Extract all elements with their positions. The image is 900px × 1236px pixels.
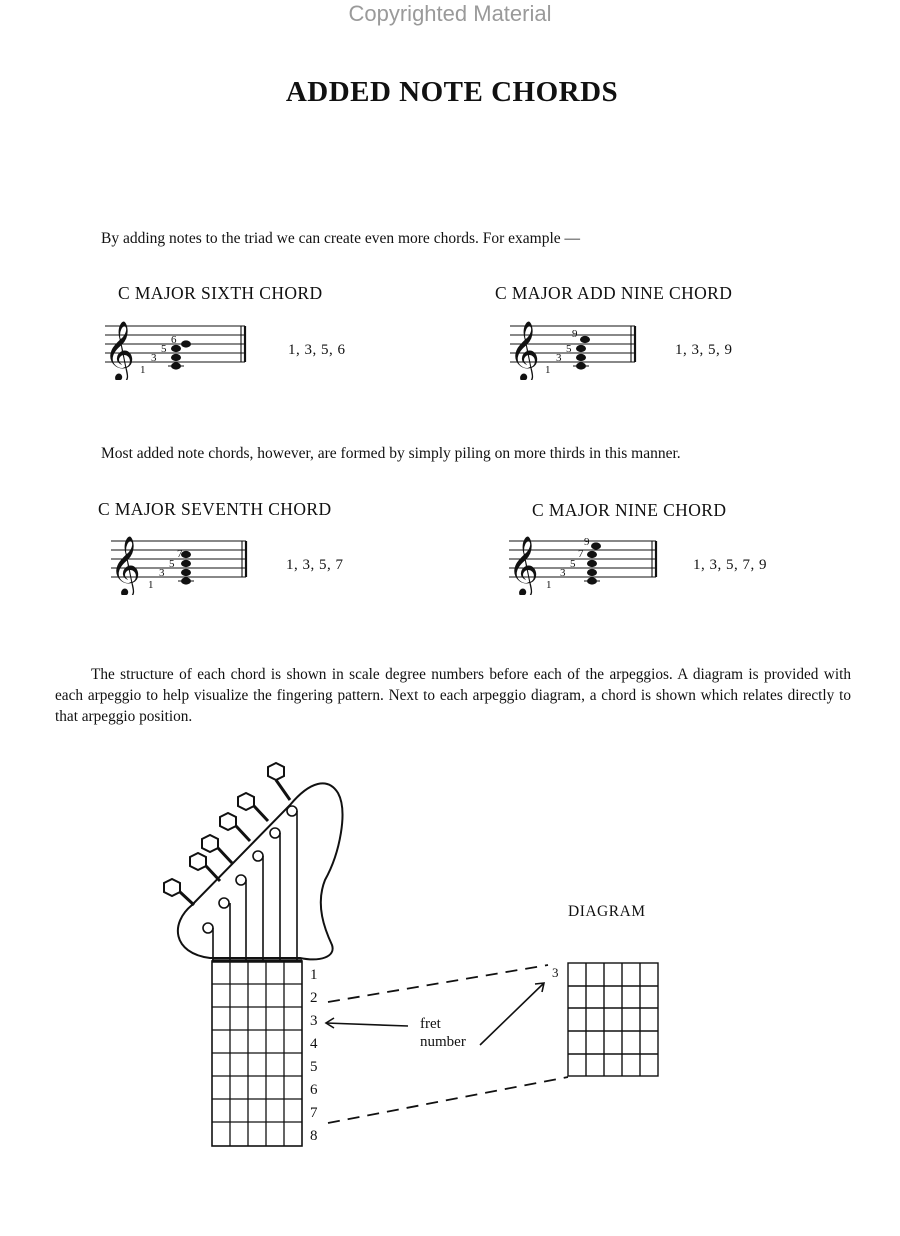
note-label: 5 [570,558,576,570]
diagram-title: DIAGRAM [568,903,646,920]
degrees-c-major-add-nine: 1, 3, 5, 9 [675,342,733,358]
explanation-paragraph [55,664,851,727]
fret-number: 6 [310,1082,318,1098]
note-label: 5 [169,558,175,570]
note-label: 7 [177,548,183,560]
fret-number: 1 [310,967,318,983]
chord-name-c-major-add-nine: C MAJOR ADD NINE CHORD [495,283,733,303]
treble-clef-icon: 𝄞 [104,323,135,380]
staff-c-major-sixth [100,318,260,380]
degrees-c-major-seventh: 1, 3, 5, 7 [286,557,344,573]
fret-number-label [420,1015,466,1051]
treble-clef-icon: 𝄞 [508,538,539,595]
page-title: ADDED NOTE CHORDS [285,76,619,108]
note-label: 6 [171,334,177,346]
fret-label-line: number [420,1034,466,1050]
note-label: 3 [560,567,566,579]
note-label: 9 [572,328,578,340]
middle-text: Most added note chords, however, are formed by simply piling on more thirds in this manner. [101,445,681,462]
fret-label-line: fret [420,1016,441,1032]
note-label: 1 [148,579,154,591]
note-label: 3 [159,567,165,579]
fretboard [212,961,302,1146]
chord-name-c-major-sixth: C MAJOR SIXTH CHORD [118,283,323,303]
note-label: 3 [556,352,562,364]
guitar-neck-illustration [150,755,670,1155]
fret-number: 8 [310,1128,318,1144]
note-label: 5 [566,343,572,355]
staff-c-major-nine [504,533,674,595]
staff-c-major-add-nine [505,318,665,380]
intro-text: By adding notes to the triad we can create even more chords. For example — [101,230,581,247]
fret-number: 3 [310,1013,318,1029]
copyright-watermark: Copyrighted Material [348,1,552,26]
note-label: 3 [151,352,157,364]
note-label: 1 [140,364,146,376]
staff-c-major-seventh [106,533,266,595]
degrees-c-major-nine: 1, 3, 5, 7, 9 [693,557,767,573]
note-label: 9 [584,536,590,548]
headstock-outline [178,783,343,959]
note-label: 1 [546,579,552,591]
fret-number: 5 [310,1059,318,1075]
chord-name-c-major-nine: C MAJOR NINE CHORD [532,500,727,520]
diagram-grid [568,963,658,1076]
note-label: 1 [545,364,551,376]
explanation-text: The structure of each chord is shown in scale degree numbers before each of the arpeggios. A diagram is provided with each arpeggio to help visualize the fingering pattern. Next to each arpeggio diagram, a chord is shown which relates directly to that arpeggio position. [55,666,851,725]
chord-name-c-major-seventh: C MAJOR SEVENTH CHORD [98,499,332,519]
treble-clef-icon: 𝄞 [110,538,141,595]
degrees-c-major-sixth: 1, 3, 5, 6 [288,342,346,358]
note-label: 5 [161,343,167,355]
treble-clef-icon: 𝄞 [509,323,540,380]
diagram-fret-number: 3 [552,965,559,980]
fret-number: 4 [310,1036,318,1052]
fret-number: 2 [310,990,318,1006]
fret-number: 7 [310,1105,318,1121]
note-label: 7 [578,548,584,560]
